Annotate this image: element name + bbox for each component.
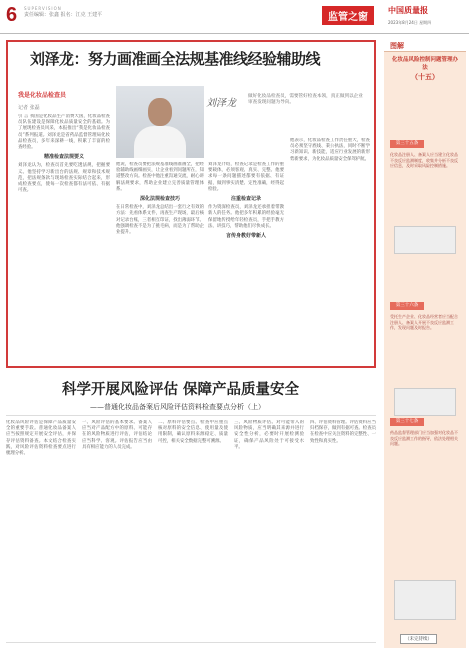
lead-col-1b-text: 刘泽龙认为，检查员首先要吃透法规，把握要义。他坚持学习新出台的法规、规章和技术规范，把法规条款与现场检查实际结合起来，形成检查要点，使每一次检查都有法可依、有据可查。: [18, 163, 110, 194]
lead-col-4-text: 他表示，化妆品检查工作责任重大，检查员必须坚守底线、秉公执法，同时不断学习新知识、新技能，适应行业发展的新形势新要求，为化妆品质量安全保驾护航。: [290, 138, 370, 162]
lead-col-3: [208, 162, 284, 364]
qa-tag-3: 第三十七条: [390, 418, 424, 426]
qa-tag-1: 第三十五条: [390, 140, 424, 148]
signature: 刘泽龙: [206, 98, 236, 109]
bottom-col-2: 一、风险评估的基本要求。备案人应当对产品配方中的原料、可能存在的风险物质进行评估，评估结论应当科学、客观。评估报告应当由具有相应能力的人员完成。: [82, 420, 152, 450]
subhead-1: 精准检查法规要义: [43, 154, 84, 161]
sidebar-header: [384, 40, 466, 52]
issue-date: 2023年8月24日 星期四: [388, 20, 432, 25]
lead-col-1: [18, 114, 110, 364]
bottom-col-3: 二、原料评估要点。检查中应重点核对原料的安全信息、使用量及使用限制，确认原料来源稳定、质量可控，相关安全数据完整可溯源。: [158, 420, 228, 444]
qa-text-2: 受托生产企业、化妆品经营者应当配合注册人、备案人开展不良反应监测工作，发现问题及时报告。: [390, 314, 458, 331]
lead-title: 刘泽龙：努力画准画全法规基准线经验辅助线: [30, 50, 321, 68]
bottom-col-4: 三、风险物质评估。对可能带入的风险物质，应当明确其来源并进行安全性分析，必要时开展检测验证，确保产品风险处于可接受水平。: [234, 420, 304, 450]
lead-col-2: [116, 162, 204, 364]
lead-byline: 我是化妆品检查员: [18, 92, 67, 99]
newspaper-logo: 中国质量报: [388, 5, 428, 15]
bottom-col-5: 四、评估资料管理。评估资料应当归档保存，做到有据可查。检查员在检查中应关注资料的完整性、一致性和真实性。: [310, 420, 376, 444]
page-number: 6: [6, 4, 18, 26]
section-label: 监管之窗: [322, 6, 374, 25]
qa-illustration-2: [394, 388, 456, 416]
bottom-col-1: 化妆品风险评估是保障产品质量安全的重要手段。普通化妆品备案人应当按照规定开展安全评估，并保存评估资料备查。本文结合检查实践，对风险评估资料检查要点进行梳理分析。: [6, 420, 76, 457]
qa-text-3: 药品监督管理部门应当加强对化妆品不良反应监测工作的指导，依法处理相关问题。: [390, 430, 458, 447]
lead-article: [6, 40, 376, 368]
masthead-cn: 责任编辑：张鑫 报名：江克 王建平: [24, 12, 103, 18]
bottom-title: 科学开展风险评估 保障产品质量安全: [62, 382, 300, 398]
sidebar-footer: （未完待续）: [400, 634, 437, 644]
subhead-4: 言传身教好带新人: [225, 233, 266, 240]
lead-col-2-text: 他说，检查员要把法规基准线画准画全，把经验辅助线画细画实，让企业看到问题所在，知道整改方向。检查中他注重沟通交流，耐心讲解法规要求，帮助企业建立完善质量管理体系。: [116, 162, 204, 192]
lead-author: 记者 张磊: [18, 105, 40, 111]
subhead-2: 深化法规检查技巧: [139, 196, 180, 203]
qa-text-1: 化妆品注册人、备案人应当建立化妆品不良反应监测制度，收集并分析不良反应信息，及时采取风险控制措施。: [390, 152, 458, 169]
lead-col-3b-text: 作为资深检查员，刘泽龙还承担着带教新人的任务。他把多年积累的经验毫无保留地传授给年轻检查员，手把手教方法、讲技巧，帮助他们尽快成长。: [208, 205, 284, 229]
qa-tag-2: 第三十六条: [390, 302, 424, 310]
footer-rule: [6, 642, 376, 643]
sidebar: [384, 40, 466, 648]
masthead-info: [24, 5, 102, 19]
qa-illustration-1: [394, 226, 456, 254]
sidebar-header-label: 图解: [390, 42, 404, 50]
lead-col-4: [290, 138, 370, 364]
lead-col-3-text: 刘泽龙介绍，检查记录是检查工作的重要载体，必须客观、真实、完整。他要求每一条问题描述都要有依据、有证据，做到事实清楚、定性准确，经得起检验。: [208, 162, 284, 192]
banner-number: （十五）: [411, 73, 439, 81]
masthead-en: SUPERVISION: [24, 6, 62, 11]
portrait-head: [148, 98, 172, 126]
qa-illustration-3: [394, 580, 456, 620]
pull-quote: 做好化妆品检查员，需要管好检查本领，真正做到以企业审查发现问题为导向。: [248, 94, 363, 105]
divider: [6, 415, 376, 416]
portrait-photo: [116, 86, 204, 158]
bottom-subtitle: ——普通化妆品备案后风险评估资料检查要点分析（上）: [90, 403, 265, 411]
portrait-body: [134, 126, 186, 158]
page-header: [0, 0, 469, 34]
banner-title: 化妆品风险控制问题管理办法: [391, 57, 458, 71]
subhead-3: 注重检查记录: [230, 196, 261, 203]
sidebar-banner: [390, 56, 460, 106]
lead-col-1-text: 引 言 我国是化妆品生产消费大国，化妆品检查员队伍建设是保障化妆品质量安全的基础。为了展现检查员风采，本报推出“我是化妆品检查员”系列报道。刘泽龙是省药品监督管理局化妆品检查员，多年来深耕一线，积累了丰富的检查经验。: [18, 114, 110, 151]
lead-col-2b-text: 在日常检查中，刘泽龙总结出一套行之有效的方法：先看体系文件，再查生产现场，最后核对记录台账，三者相互印证，找出薄弱环节。他强调检查不是为了挑毛病，而是为了帮助企业提升。: [116, 205, 204, 236]
